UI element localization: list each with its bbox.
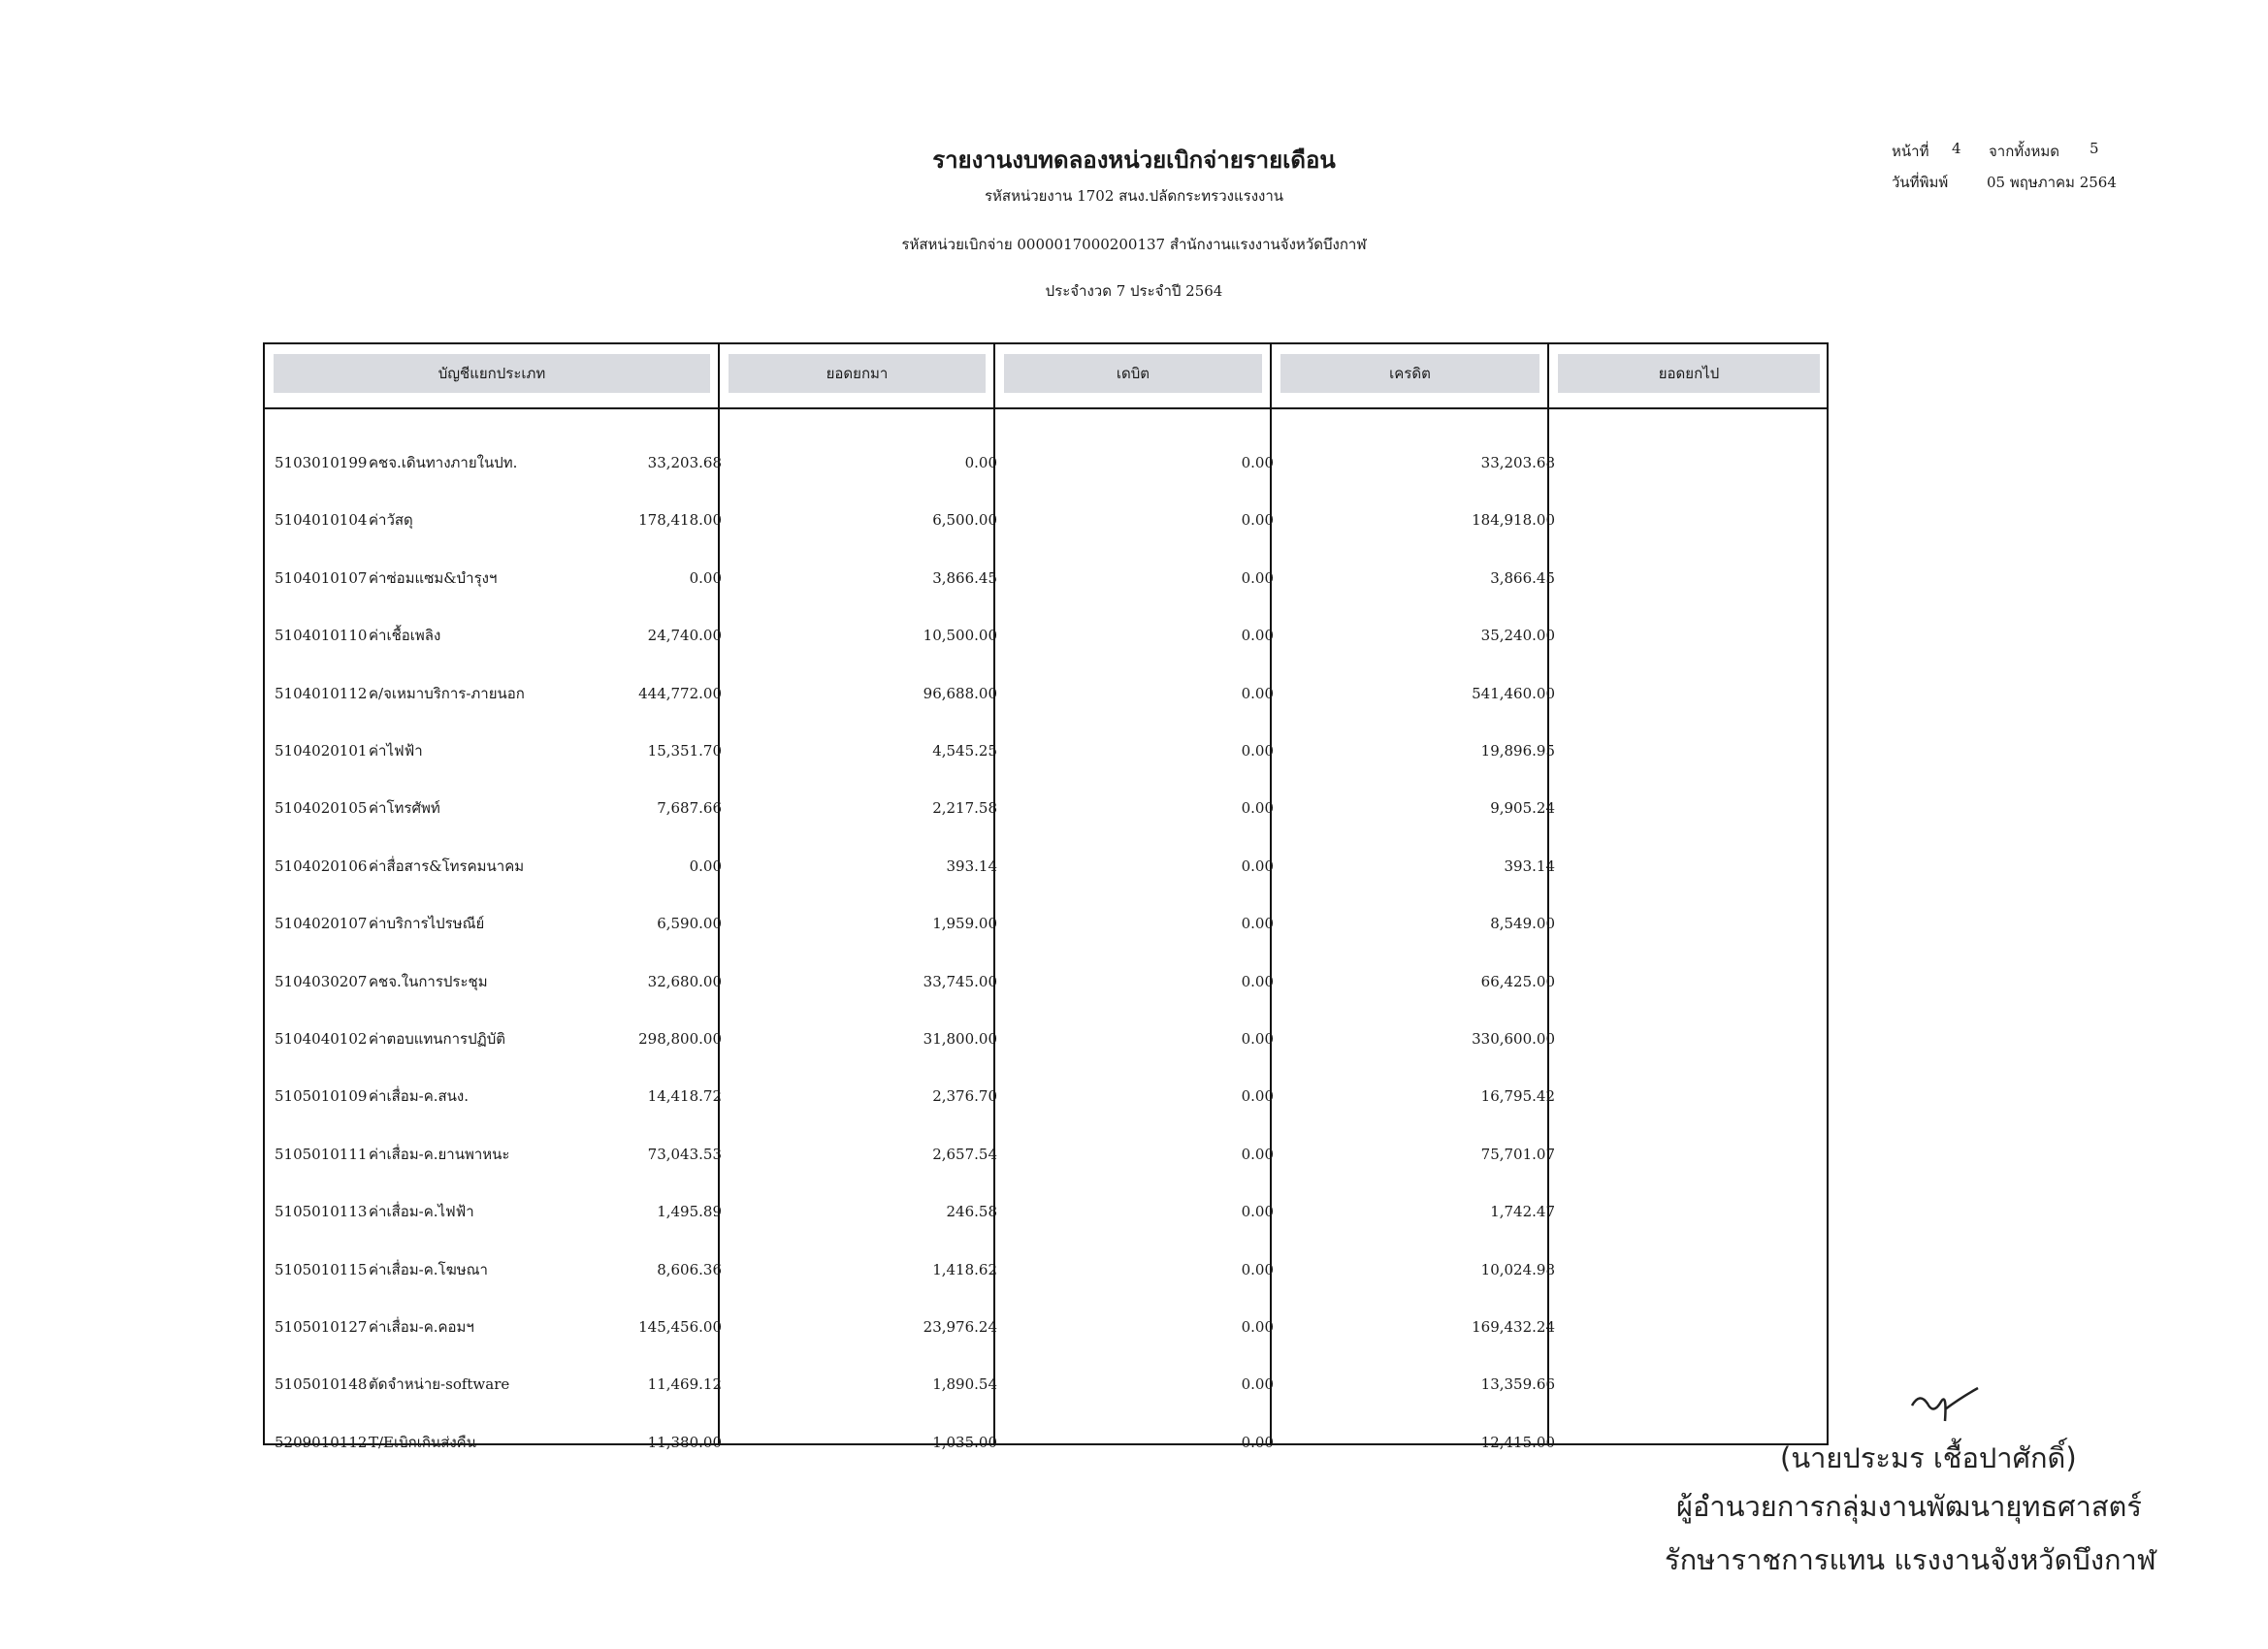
amount-cf: 8,549.00 [1490, 915, 1555, 933]
print-date: 05 พฤษภาคม 2564 [1987, 174, 2117, 191]
amount-cf: 393.14 [1504, 857, 1555, 875]
table-row [265, 443, 1827, 482]
account-name: ค่าไฟฟ้า [369, 742, 423, 760]
account-name: ค่าเสื่อม-ค.โฆษณา [369, 1260, 488, 1278]
account-code: 5104040102 [275, 1030, 368, 1048]
total-pages-label: จากทั้งหมด [1989, 143, 2060, 160]
amount-bf: 0.00 [689, 568, 722, 587]
table-row [265, 1423, 1827, 1462]
table-row [265, 1365, 1827, 1404]
amount-bf: 24,740.00 [647, 627, 722, 645]
report-title: รายงานงบทดลองหน่วยเบิกจ่ายรายเดือน [932, 146, 1336, 174]
amount-bf: 33,203.68 [647, 454, 722, 471]
amount-debit: 2,657.54 [932, 1145, 997, 1163]
page-label: หน้าที่ [1892, 143, 1929, 160]
amount-cf: 169,432.24 [1472, 1318, 1555, 1336]
amount-debit: 10,500.00 [923, 627, 997, 645]
header-account: บัญชีแยกประเภท [274, 354, 710, 393]
amount-debit: 31,800.00 [923, 1030, 997, 1048]
amount-debit: 6,500.00 [932, 511, 997, 530]
amount-cf: 10,024.98 [1480, 1260, 1555, 1278]
amount-cf: 19,896.95 [1480, 742, 1555, 760]
account-code: 5105010109 [275, 1087, 368, 1106]
amount-debit: 246.58 [946, 1203, 997, 1221]
table-row [265, 674, 1827, 713]
amount-bf: 0.00 [689, 857, 722, 875]
print-date-label: วันที่พิมพ์ [1892, 174, 1949, 191]
amount-bf: 11,469.12 [647, 1375, 722, 1394]
amount-credit: 0.00 [1241, 627, 1274, 645]
trial-balance-table [263, 342, 1829, 1451]
header-carried-forward: ยอดยกไป [1558, 354, 1820, 393]
amount-cf: 75,701.07 [1480, 1145, 1555, 1163]
account-code: 5103010199 [275, 454, 368, 471]
account-code: 5105010127 [275, 1318, 368, 1336]
amount-bf: 298,800.00 [638, 1030, 722, 1048]
amount-cf: 35,240.00 [1480, 627, 1555, 645]
account-name: ค่าเสื่อม-ค.ยานพาหนะ [369, 1145, 510, 1163]
total-pages: 5 [2090, 140, 2099, 157]
amount-credit: 0.00 [1241, 857, 1274, 875]
amount-credit: 0.00 [1241, 684, 1274, 702]
signature-scribble [1906, 1382, 1984, 1431]
account-name: ค่าเสื่อม-ค.คอมฯ [369, 1318, 474, 1336]
account-code: 5209010112 [275, 1433, 368, 1451]
account-code: 5104030207 [275, 972, 368, 990]
table-row [265, 731, 1827, 770]
table-row [265, 559, 1827, 598]
amount-debit: 1,959.00 [932, 915, 997, 933]
amount-bf: 444,772.00 [638, 684, 722, 702]
account-name: ค่าเสื่อม-ค.ไฟฟ้า [369, 1203, 474, 1221]
account-name: คชจ.เดินทางภายในปท. [369, 454, 518, 471]
account-name: T/Eเบิกเกินส่งคืน [369, 1433, 476, 1451]
amount-debit: 0.00 [964, 454, 997, 471]
table-row [265, 962, 1827, 1001]
amount-bf: 6,590.00 [657, 915, 722, 933]
table-row [265, 1077, 1827, 1116]
account-name: ค่าตอบแทนการปฏิบัติ [369, 1030, 505, 1048]
amount-debit: 23,976.24 [923, 1318, 997, 1336]
account-code: 5104010107 [275, 568, 368, 587]
amount-credit: 0.00 [1241, 1030, 1274, 1048]
amount-cf: 16,795.42 [1480, 1087, 1555, 1106]
table-row [265, 1019, 1827, 1058]
header-credit: เครดิต [1280, 354, 1539, 393]
account-code: 5105010115 [275, 1260, 368, 1278]
table-row [265, 847, 1827, 886]
table-row [265, 1192, 1827, 1231]
unit-line: รหัสหน่วยงาน 1702 สนง.ปลัดกระทรวงแรงงาน [984, 187, 1284, 205]
amount-credit: 0.00 [1241, 972, 1274, 990]
amount-bf: 32,680.00 [647, 972, 722, 990]
amount-credit: 0.00 [1241, 915, 1274, 933]
amount-credit: 0.00 [1241, 454, 1274, 471]
header-debit: เดบิต [1004, 354, 1262, 393]
amount-cf: 33,203.68 [1480, 454, 1555, 471]
amount-credit: 0.00 [1241, 1433, 1274, 1451]
amount-cf: 1,742.47 [1490, 1203, 1555, 1221]
amount-credit: 0.00 [1241, 1203, 1274, 1221]
table-row [265, 904, 1827, 943]
amount-bf: 178,418.00 [638, 511, 722, 530]
table-row [265, 1308, 1827, 1346]
account-code: 5105010111 [275, 1145, 368, 1163]
amount-bf: 11,380.00 [647, 1433, 722, 1451]
account-name: ค่าเสื่อม-ค.สนง. [369, 1087, 470, 1106]
amount-debit: 1,035.00 [932, 1433, 997, 1451]
account-name: ค่าสื่อสาร&โทรคมนาคม [369, 857, 525, 875]
amount-cf: 541,460.00 [1472, 684, 1555, 702]
account-name: ค่าซ่อมแซม&บำรุงฯ [369, 568, 498, 587]
table-row [265, 616, 1827, 655]
amount-credit: 0.00 [1241, 568, 1274, 587]
header-brought-forward: ยอดยกมา [729, 354, 986, 393]
amount-debit: 96,688.00 [923, 684, 997, 702]
amount-cf: 13,359.66 [1480, 1375, 1555, 1394]
table-row [265, 1250, 1827, 1289]
amount-debit: 3,866.45 [932, 568, 997, 587]
account-code: 5104020106 [275, 857, 368, 875]
account-name: ค่าเชื้อเพลิง [369, 627, 441, 645]
amount-credit: 0.00 [1241, 799, 1274, 818]
disbursing-unit-line: รหัสหน่วยเบิกจ่าย 0000017000200137 สำนักงานแรงงานจังหวัดบึงกาฬ [901, 236, 1367, 253]
table-row [265, 1135, 1827, 1174]
amount-debit: 1,418.62 [932, 1260, 997, 1278]
account-code: 5104010110 [275, 627, 368, 645]
amount-cf: 12,415.00 [1480, 1433, 1555, 1451]
account-code: 5104010112 [275, 684, 368, 702]
amount-cf: 3,866.45 [1490, 568, 1555, 587]
account-name: ค่าวัสดุ [369, 511, 413, 530]
amount-bf: 7,687.66 [657, 799, 722, 818]
amount-debit: 2,217.58 [932, 799, 997, 818]
account-code: 5104010104 [275, 511, 368, 530]
account-name: ค่าโทรศัพท์ [369, 799, 440, 818]
amount-credit: 0.00 [1241, 511, 1274, 530]
amount-cf: 330,600.00 [1472, 1030, 1555, 1048]
account-name: ค/จเหมาบริการ-ภายนอก [369, 684, 525, 702]
signatory-name: (นายประมร เชื้อปาศักดิ์) [1780, 1441, 2077, 1474]
amount-cf: 9,905.24 [1490, 799, 1555, 818]
period-line: ประจำงวด 7 ประจำปี 2564 [1045, 282, 1223, 300]
amount-debit: 4,545.25 [932, 742, 997, 760]
header-divider [265, 407, 1827, 409]
amount-bf: 1,495.89 [657, 1203, 722, 1221]
table-row [265, 501, 1827, 539]
amount-bf: 145,456.00 [638, 1318, 722, 1336]
amount-credit: 0.00 [1241, 1318, 1274, 1336]
amount-bf: 14,418.72 [647, 1087, 722, 1106]
amount-bf: 73,043.53 [647, 1145, 722, 1163]
account-name: ค่าบริการไปรษณีย์ [369, 915, 485, 933]
account-name: คชจ.ในการประชุม [369, 972, 488, 990]
amount-credit: 0.00 [1241, 1145, 1274, 1163]
amount-bf: 8,606.36 [657, 1260, 722, 1278]
account-code: 5105010113 [275, 1203, 368, 1221]
amount-credit: 0.00 [1241, 1087, 1274, 1106]
account-code: 5104020107 [275, 915, 368, 933]
account-name: ตัดจำหน่าย-software [369, 1375, 510, 1394]
page-number: 4 [1952, 140, 1961, 157]
amount-credit: 0.00 [1241, 742, 1274, 760]
amount-debit: 33,745.00 [923, 972, 997, 990]
amount-cf: 184,918.00 [1472, 511, 1555, 530]
amount-credit: 0.00 [1241, 1260, 1274, 1278]
signatory-position: ผู้อำนวยการกลุ่มงานพัฒนายุทธศาสตร์ [1676, 1490, 2142, 1523]
amount-debit: 393.14 [946, 857, 997, 875]
amount-bf: 15,351.70 [647, 742, 722, 760]
signatory-acting: รักษาราชการแทน แรงงานจังหวัดบึงกาฬ [1665, 1543, 2156, 1576]
amount-credit: 0.00 [1241, 1375, 1274, 1394]
amount-cf: 66,425.00 [1480, 972, 1555, 990]
account-code: 5104020105 [275, 799, 368, 818]
amount-debit: 1,890.54 [932, 1375, 997, 1394]
table-row [265, 789, 1827, 827]
account-code: 5104020101 [275, 742, 368, 760]
account-code: 5105010148 [275, 1375, 368, 1394]
amount-debit: 2,376.70 [932, 1087, 997, 1106]
